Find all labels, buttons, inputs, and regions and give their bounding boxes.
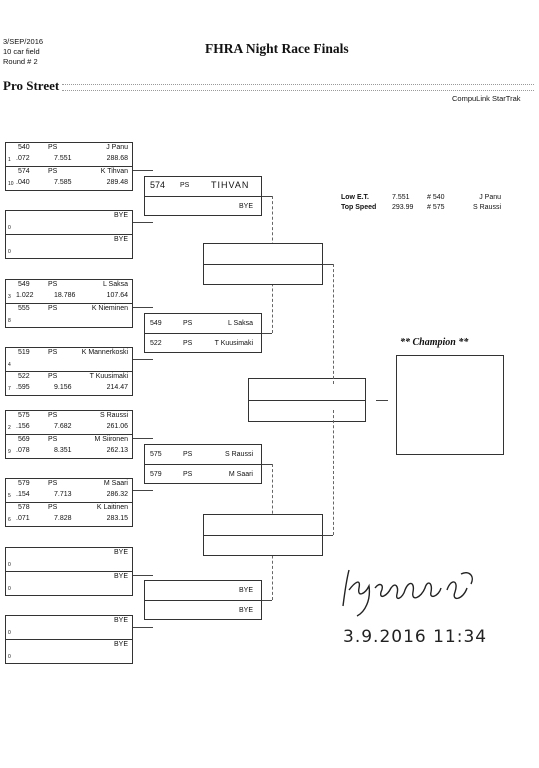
racer-name: K Laitinen xyxy=(96,504,128,511)
lane-number: 0 xyxy=(8,654,11,660)
lane-number: 4 xyxy=(8,362,11,368)
racer-slot xyxy=(6,503,132,527)
semifinal-box-1 xyxy=(203,243,323,285)
car-number: 540 xyxy=(18,144,30,151)
racer-slot xyxy=(6,348,132,372)
car-number: 569 xyxy=(18,436,30,443)
connector xyxy=(262,196,272,197)
car-number: 522 xyxy=(18,373,30,380)
racer-slot xyxy=(6,548,132,572)
class-name: Pro Street xyxy=(3,78,60,93)
round1-pair xyxy=(5,615,133,664)
lane-number: 0 xyxy=(8,249,11,255)
racer-slot xyxy=(145,197,261,217)
car-class: PS xyxy=(48,144,58,151)
lane-number: 9 xyxy=(8,449,11,455)
car-number: 522 xyxy=(150,340,162,347)
car-class: PS xyxy=(183,471,193,478)
speed: 283.15 xyxy=(106,515,128,522)
racer-name: L Saksa xyxy=(227,320,253,327)
racer-name: BYE xyxy=(113,236,128,243)
racer-slot xyxy=(6,211,132,235)
car-class: PS xyxy=(48,281,58,288)
car-class: PS xyxy=(48,504,58,511)
lane-number: 0 xyxy=(8,225,11,231)
champion-box xyxy=(396,355,504,455)
speed: 214.47 xyxy=(106,384,128,391)
racer-slot xyxy=(6,572,132,596)
car-number: 574 xyxy=(150,180,166,190)
racer-name: J Panu xyxy=(106,144,128,151)
racer-name: BYE xyxy=(113,212,128,219)
elapsed-time: 8.351 xyxy=(54,447,72,454)
round2-pair xyxy=(144,444,262,484)
connector xyxy=(133,490,153,491)
racer-slot xyxy=(145,334,261,354)
lane-number: 5 xyxy=(8,493,11,499)
racer-slot xyxy=(145,581,261,601)
champion-label: ** Champion ** xyxy=(400,337,469,348)
field-size: 10 car field xyxy=(3,47,40,56)
racer-name: BYE xyxy=(113,617,128,624)
round1-pair xyxy=(5,547,133,596)
connector xyxy=(323,264,333,265)
racer-name: BYE xyxy=(238,607,253,614)
handwritten-timestamp: 3.9.2016 11:34 xyxy=(343,627,488,647)
lane-number: 0 xyxy=(8,562,11,568)
final-box xyxy=(248,378,366,422)
racer-name: BYE xyxy=(113,549,128,556)
racer-slot xyxy=(6,372,132,396)
elapsed-time: 18.786 xyxy=(54,292,76,299)
car-class: PS xyxy=(183,451,193,458)
connector xyxy=(133,170,153,171)
round1-pair xyxy=(5,410,133,459)
round1-pair xyxy=(5,142,133,191)
car-number: 578 xyxy=(18,504,30,511)
racer-name: T Kuusimaki xyxy=(214,340,253,347)
reaction-time: .595 xyxy=(16,384,30,391)
lane-number: 2 xyxy=(8,425,11,431)
connector xyxy=(262,464,272,465)
lane-number: 6 xyxy=(8,517,11,523)
reaction-time: .040 xyxy=(16,179,30,186)
racer-slot xyxy=(145,314,261,334)
lane-number: 3 xyxy=(8,294,11,300)
racer-slot xyxy=(6,411,132,435)
low-et-name: J Panu xyxy=(479,194,501,201)
low-et-label: Low E.T. xyxy=(341,194,369,201)
car-number: 574 xyxy=(18,168,30,175)
connector xyxy=(133,222,153,223)
low-et-value: 7.551 xyxy=(392,194,410,201)
elapsed-time: 9.156 xyxy=(54,384,72,391)
racer-name: BYE xyxy=(238,203,253,210)
car-number: 519 xyxy=(18,349,30,356)
car-number: 579 xyxy=(18,480,30,487)
racer-slot xyxy=(6,640,132,664)
page-title: FHRA Night Race Finals xyxy=(205,41,349,56)
racer-name: L Saksa xyxy=(102,281,128,288)
round1-pair xyxy=(5,347,133,396)
speed: 261.06 xyxy=(106,423,128,430)
speed: 289.48 xyxy=(106,179,128,186)
racer-name: BYE xyxy=(113,641,128,648)
racer-slot xyxy=(6,167,132,191)
stats-block xyxy=(341,193,501,213)
semifinal-box-2 xyxy=(203,514,323,556)
car-number: 579 xyxy=(150,471,162,478)
lane-number: 8 xyxy=(8,318,11,324)
car-class: PS xyxy=(180,182,190,189)
lane-number: 7 xyxy=(8,386,11,392)
racer-slot xyxy=(145,601,261,621)
round2-pair xyxy=(144,580,262,620)
round-number: Round # 2 xyxy=(3,57,38,66)
lane-number: 10 xyxy=(8,181,14,187)
car-class: PS xyxy=(48,373,58,380)
car-number: 555 xyxy=(18,305,30,312)
racer-slot xyxy=(145,177,261,197)
vendor-label: CompuLink StarTrak xyxy=(452,94,521,103)
connector xyxy=(262,333,272,334)
speed: 107.64 xyxy=(106,292,128,299)
car-class: PS xyxy=(48,436,58,443)
racer-name: K Tihvan xyxy=(100,168,128,175)
racer-slot xyxy=(145,445,261,465)
racer-name: M Saari xyxy=(103,480,128,487)
round2-pair xyxy=(144,176,262,216)
connector xyxy=(133,438,153,439)
round1-pair xyxy=(5,478,133,527)
race-date: 3/SEP/2016 xyxy=(3,37,44,46)
car-class: PS xyxy=(48,168,58,175)
elapsed-time: 7.585 xyxy=(54,179,72,186)
racer-slot xyxy=(6,235,132,259)
reaction-time: 1.022 xyxy=(16,292,34,299)
car-number: 549 xyxy=(150,320,162,327)
reaction-time: .072 xyxy=(16,155,30,162)
lane-number: 0 xyxy=(8,630,11,636)
connector xyxy=(376,400,388,401)
round1-pair xyxy=(5,279,133,328)
car-class: PS xyxy=(48,412,58,419)
racer-name: M Saari xyxy=(228,471,253,478)
connector xyxy=(133,359,153,360)
car-number: 575 xyxy=(18,412,30,419)
top-speed-num: # 575 xyxy=(427,204,445,211)
racer-name: BYE xyxy=(238,587,253,594)
speed: 286.32 xyxy=(106,491,128,498)
dotted-rule xyxy=(62,84,534,91)
connector xyxy=(333,410,334,535)
car-class: PS xyxy=(48,480,58,487)
round1-pair xyxy=(5,210,133,259)
racer-name: K Nieminen xyxy=(91,305,128,312)
connector xyxy=(133,307,153,308)
elapsed-time: 7.682 xyxy=(54,423,72,430)
connector xyxy=(333,264,334,384)
connector xyxy=(133,627,153,628)
car-class: PS xyxy=(48,305,58,312)
racer-slot xyxy=(6,143,132,167)
speed: 288.68 xyxy=(106,155,128,162)
reaction-time: .078 xyxy=(16,447,30,454)
racer-name: S Raussi xyxy=(99,412,128,419)
racer-name: TIHVAN xyxy=(211,180,250,190)
top-speed-value: 293.99 xyxy=(392,204,414,211)
car-class: PS xyxy=(48,349,58,356)
car-number: 549 xyxy=(18,281,30,288)
lane-number: 0 xyxy=(8,586,11,592)
car-class: PS xyxy=(183,340,193,347)
car-number: 575 xyxy=(150,451,162,458)
reaction-time: .154 xyxy=(16,491,30,498)
elapsed-time: 7.551 xyxy=(54,155,72,162)
top-speed-label: Top Speed xyxy=(341,204,377,211)
car-class: PS xyxy=(183,320,193,327)
speed: 262.13 xyxy=(106,447,128,454)
reaction-time: .156 xyxy=(16,423,30,430)
racer-slot xyxy=(145,465,261,485)
racer-name: K Mannerkoski xyxy=(81,349,128,356)
elapsed-time: 7.828 xyxy=(54,515,72,522)
racer-slot xyxy=(6,304,132,328)
racer-name: M Siironen xyxy=(94,436,128,443)
racer-slot xyxy=(6,616,132,640)
top-speed-name: S Raussi xyxy=(472,204,501,211)
signature xyxy=(335,560,485,620)
racer-name: BYE xyxy=(113,573,128,580)
racer-slot xyxy=(6,479,132,503)
elapsed-time: 7.713 xyxy=(54,491,72,498)
racer-slot xyxy=(6,280,132,304)
racer-slot xyxy=(6,435,132,459)
lane-number: 1 xyxy=(8,157,11,163)
round2-pair xyxy=(144,313,262,353)
connector xyxy=(133,575,153,576)
racer-name: S Raussi xyxy=(224,451,253,458)
connector xyxy=(262,600,272,601)
racer-name: T Kuusimaki xyxy=(89,373,128,380)
connector xyxy=(323,535,333,536)
low-et-num: # 540 xyxy=(427,194,445,201)
reaction-time: .071 xyxy=(16,515,30,522)
